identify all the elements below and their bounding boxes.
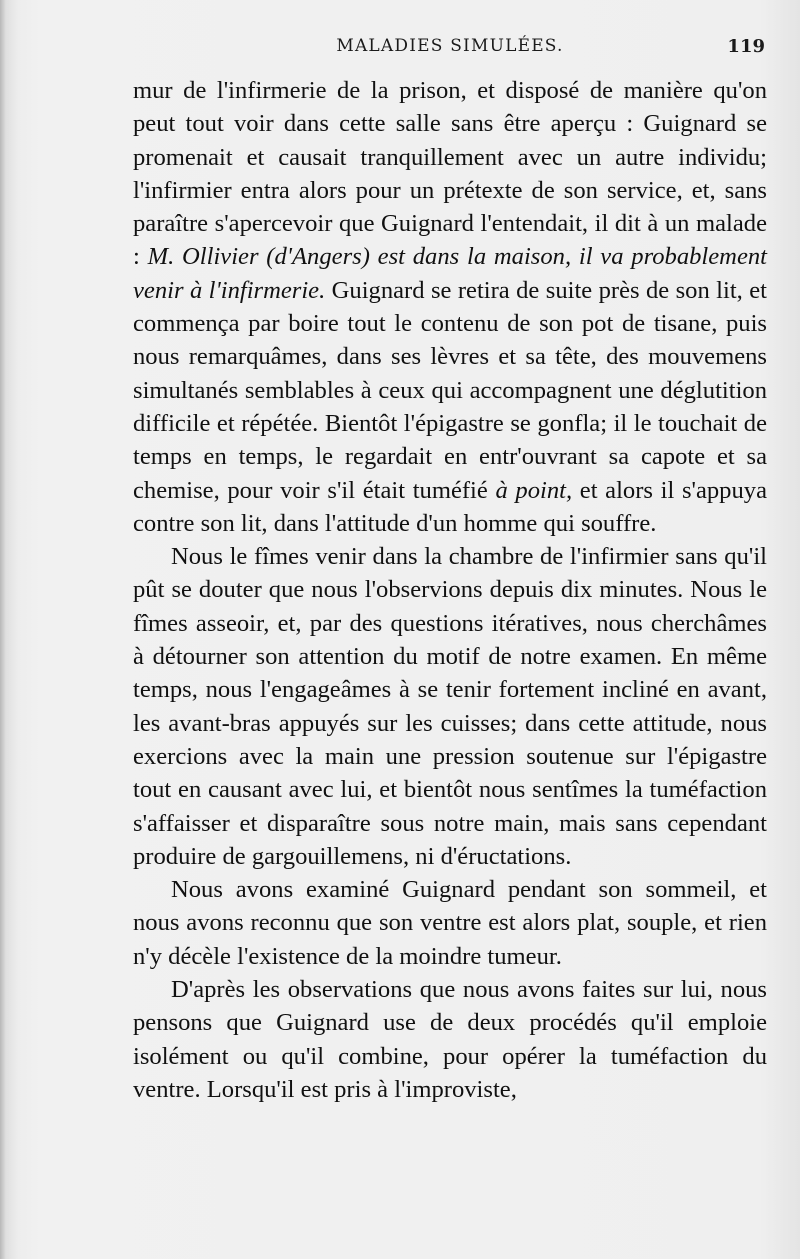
text-run: et alors il s'appuya contre son lit, dans l'attitude d'un homme qui souffre.	[133, 476, 767, 537]
page-header	[133, 34, 767, 64]
body-text	[133, 74, 767, 1106]
text-run: Nous avons examiné Guignard pendant son sommeil, et nous avons reconnu que son ventre est alors plat, souple, et rien n'y décèle l'existence de la moindre tumeur.	[133, 876, 767, 970]
paragraph	[133, 74, 767, 540]
text-run: Guignard se retira de suite près de son lit, et commença par boire tout le contenu de son pot de tisane, puis nous remarquâmes, dans ses lèvres et sa tête, des mouvemens simultanés semblables à ceux qui accompagnent une déglutition difficile et répétée. Bientôt l'épigastre se gonfla; il le touchait de temps en temps, le regardait en entr'ouvrant sa capote et sa chemise, pour voir s'il était tuméfié	[133, 276, 767, 504]
text-run: mur de l'infirmerie de la prison, et disposé de manière qu'on peut tout voir dans cette salle sans être aperçu : Guignard se promenait et causait tranquillement avec un autre individu; l'infirmier entra alors pour un prétexte de son service, et, sans paraître s'apercevoir que Guignard l'entendait, il dit à un malade :	[133, 77, 767, 271]
paragraph	[133, 973, 767, 1106]
text-run: Nous le fîmes venir dans la chambre de l'infirmier sans qu'il pût se douter que nous l'observions depuis dix minutes. Nous le fîmes asseoir, et, par des questions itératives, nous cherchâmes à détourner son attention du motif de notre examen. En même temps, nous l'engageâmes à se tenir fortement incliné en avant, les avant-bras appuyés sur les cuisses; dans cette attitude, nous exercions avec la main une pression soutenue sur l'épigastre tout en causant avec lui, et bientôt nous sentîmes la tuméfaction s'affaisser et disparaître sous notre main, mais sans cependant produire de gargouillemens, ni d'éructations.	[133, 543, 767, 870]
italic-text-run: à point,	[495, 476, 573, 504]
page-number: 119	[727, 36, 765, 57]
text-run: D'après les observations que nous avons faites sur lui, nous pensons que Guignard use de deux procédés qu'il emploie isolément ou qu'il combine, pour opérer la tuméfaction du ventre. Lorsqu'il est pris à l'improviste,	[133, 976, 767, 1103]
running-head: MALADIES SIMULÉES.	[336, 36, 564, 56]
page-binding-edge	[0, 0, 6, 1259]
italic-text-run: M. Ollivier (d'Angers) est dans la maison, il va probablement venir à l'infirmerie.	[133, 243, 767, 304]
paragraph	[133, 873, 767, 973]
paragraph	[133, 540, 767, 873]
